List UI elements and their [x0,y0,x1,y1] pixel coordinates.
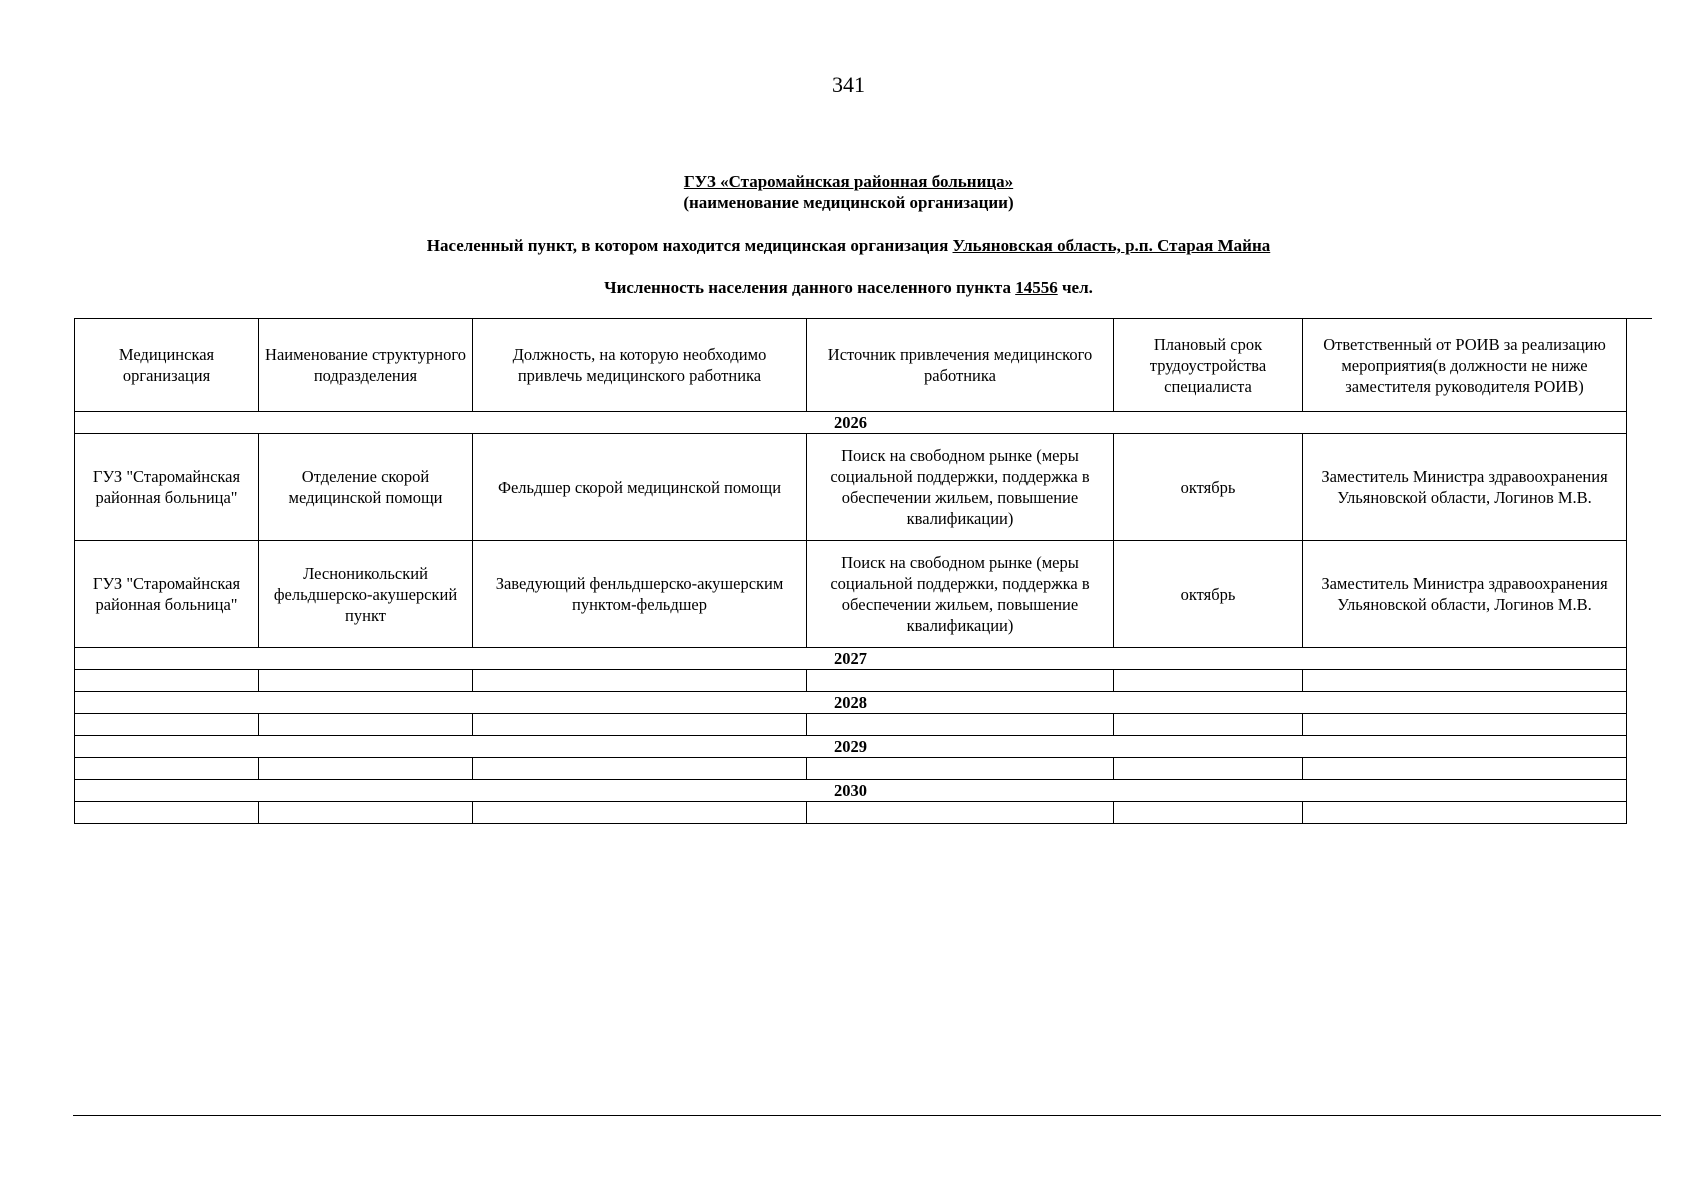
cell-unit: Отделение скорой медицинской помощи [259,434,473,541]
empty-cell [473,670,807,692]
year-2026: 2026 [75,412,1627,434]
population-line [0,278,1697,298]
cell-source: Поиск на свободном рынке (меры социальной поддержки, поддержка в обеспечении жильем, повышение квалификации) [807,434,1114,541]
cell-responsible: Заместитель Министра здравоохранения Ульяновской области, Логинов М.В. [1303,434,1627,541]
organization-caption: (наименование медицинской организации) [683,193,1014,212]
population-value: 14556 [1015,278,1058,297]
cell-position: Заведующий фенльдшерско-акушерским пунктом-фельдшер [473,541,807,648]
empty-cell [75,758,259,780]
cell-source: Поиск на свободном рынке (меры социальной поддержки, поддержка в обеспечении жильем, повышение квалификации) [807,541,1114,648]
empty-cell [807,670,1114,692]
empty-cell [259,802,473,824]
header-unit: Наименование структурного подразделения [259,319,473,412]
empty-cell [473,802,807,824]
empty-table-row [75,758,1627,780]
empty-cell [1303,670,1627,692]
empty-cell [1114,714,1303,736]
population-unit: чел. [1061,278,1093,297]
year-row-2028 [75,692,1627,714]
year-2027: 2027 [75,648,1627,670]
empty-table-row [75,714,1627,736]
header-position: Должность, на которую необходимо привлечь медицинского работника [473,319,807,412]
empty-cell [259,758,473,780]
cell-org: ГУЗ "Старомайнская районная больница" [75,434,259,541]
header-org: Медицинская организация [75,319,259,412]
table-row [75,541,1627,648]
table-row [75,434,1627,541]
header-term: Плановый срок трудоустройства специалиста [1114,319,1303,412]
empty-cell [75,802,259,824]
cell-responsible: Заместитель Министра здравоохранения Ульяновской области, Логинов М.В. [1303,541,1627,648]
locality-value: Ульяновская область, р.п. Старая Майна [952,236,1271,255]
year-row-2026 [75,412,1627,434]
cell-term: октябрь [1114,434,1303,541]
year-2029: 2029 [75,736,1627,758]
cell-org: ГУЗ "Старомайнская районная больница" [75,541,259,648]
empty-cell [259,714,473,736]
empty-cell [259,670,473,692]
empty-cell [1114,670,1303,692]
empty-cell [473,714,807,736]
page-number: 341 [832,72,865,97]
empty-table-row [75,802,1627,824]
empty-cell [807,758,1114,780]
year-2030: 2030 [75,780,1627,802]
cell-term: октябрь [1114,541,1303,648]
empty-table-row [75,670,1627,692]
cell-unit: Лесноникольский фельдшерско-акушерский пункт [259,541,473,648]
year-row-2030 [75,780,1627,802]
cell-position: Фельдшер скорой медицинской помощи [473,434,807,541]
bottom-rule-divider [73,1115,1661,1116]
recruitment-table [74,318,1627,824]
year-row-2027 [75,648,1627,670]
empty-cell [1303,714,1627,736]
empty-cell [1114,802,1303,824]
empty-cell [1303,758,1627,780]
year-2028: 2028 [75,692,1627,714]
empty-cell [807,714,1114,736]
year-row-2029 [75,736,1627,758]
empty-cell [1114,758,1303,780]
organization-name: ГУЗ «Старомайнская районная больница» [683,172,1014,191]
locality-label: Населенный пункт, в котором находится медицинская организация [426,236,949,255]
locality-line [0,236,1697,256]
empty-cell [75,714,259,736]
organization-title [0,172,1697,192]
empty-cell [75,670,259,692]
empty-cell [473,758,807,780]
empty-cell [807,802,1114,824]
empty-cell [1303,802,1627,824]
header-responsible: Ответственный от РОИВ за реализацию мероприятия(в должности не ниже заместителя руководителя РОИВ) [1303,319,1627,412]
header-source: Источник привлечения медицинского работника [807,319,1114,412]
table-header-row [75,319,1627,412]
population-label: Численность населения данного населенного пункта [604,278,1011,297]
